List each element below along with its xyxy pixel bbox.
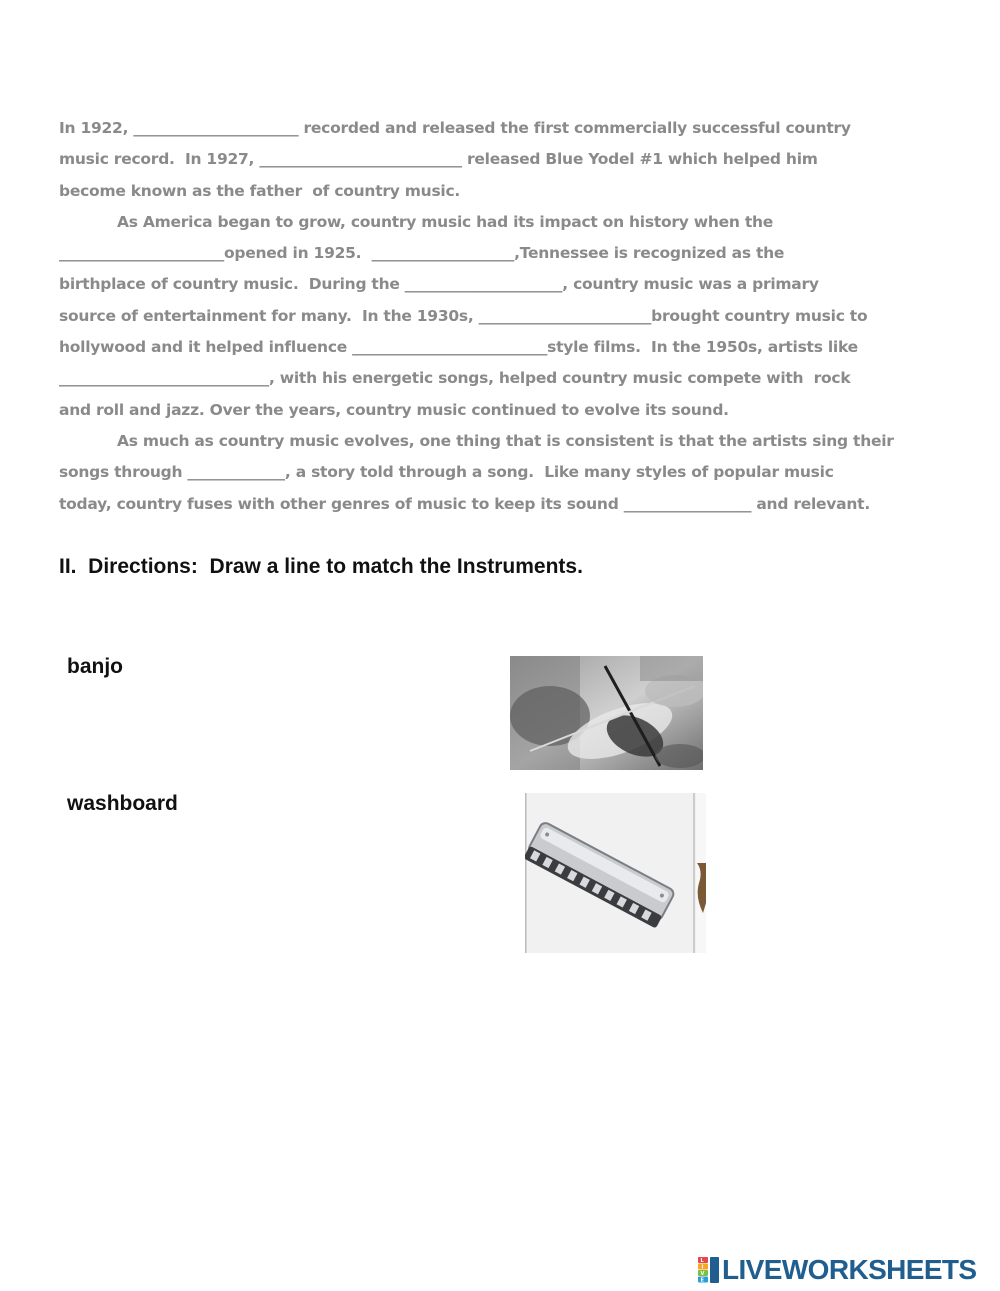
passage-line: and roll and jazz. Over the years, country music continued to evolve its sound. <box>59 400 729 419</box>
svg-text:I: I <box>701 1264 704 1271</box>
svg-text:V: V <box>700 1271 705 1277</box>
reading-passage <box>59 113 939 520</box>
section-2-heading: II. Directions: Draw a line to match the Instruments. <box>59 555 583 578</box>
passage-line: songs through _____________, a story told through a song. Like many styles of popular music <box>59 463 834 482</box>
match-word-banjo[interactable]: banjo <box>67 655 123 678</box>
liveworksheets-logo-icon <box>698 1257 720 1283</box>
passage-line: become known as the father of country music. <box>59 181 461 200</box>
liveworksheets-logo <box>698 1254 977 1286</box>
passage-line: ____________________________, with his energetic songs, helped country music compete with rock <box>59 369 851 388</box>
passage-line: ______________________opened in 1925. ___________________,Tennessee is recognized as the <box>59 244 785 263</box>
passage-line: music record. In 1927, ___________________________ released Blue Yodel #1 which helped him <box>59 150 818 169</box>
liveworksheets-logo-text: LIVEWORKSHEETS <box>722 1254 977 1285</box>
passage-line: hollywood and it helped influence __________________________style films. In the 1950s, artists like <box>59 338 858 357</box>
passage-line: As much as country music evolves, one thing that is consistent is that the artists sing their <box>117 431 894 450</box>
passage-line: birthplace of country music. During the _____________________, country music was a primary <box>59 275 819 294</box>
passage-line: In 1922, ______________________ recorded and released the first commercially successful country <box>59 119 851 137</box>
svg-text:E: E <box>700 1277 704 1283</box>
match-word-washboard[interactable]: washboard <box>67 792 178 815</box>
svg-text:L: L <box>700 1258 704 1264</box>
passage-line: source of entertainment for many. In the 1930s, _______________________brought country music to <box>59 306 868 325</box>
fiddle-photo[interactable] <box>510 656 703 770</box>
passage-line: As America began to grow, country music had its impact on history when the <box>117 212 774 231</box>
passage-line: today, country fuses with other genres of music to keep its sound _________________ and relevant. <box>59 494 870 513</box>
harmonica-photo[interactable] <box>525 793 706 953</box>
